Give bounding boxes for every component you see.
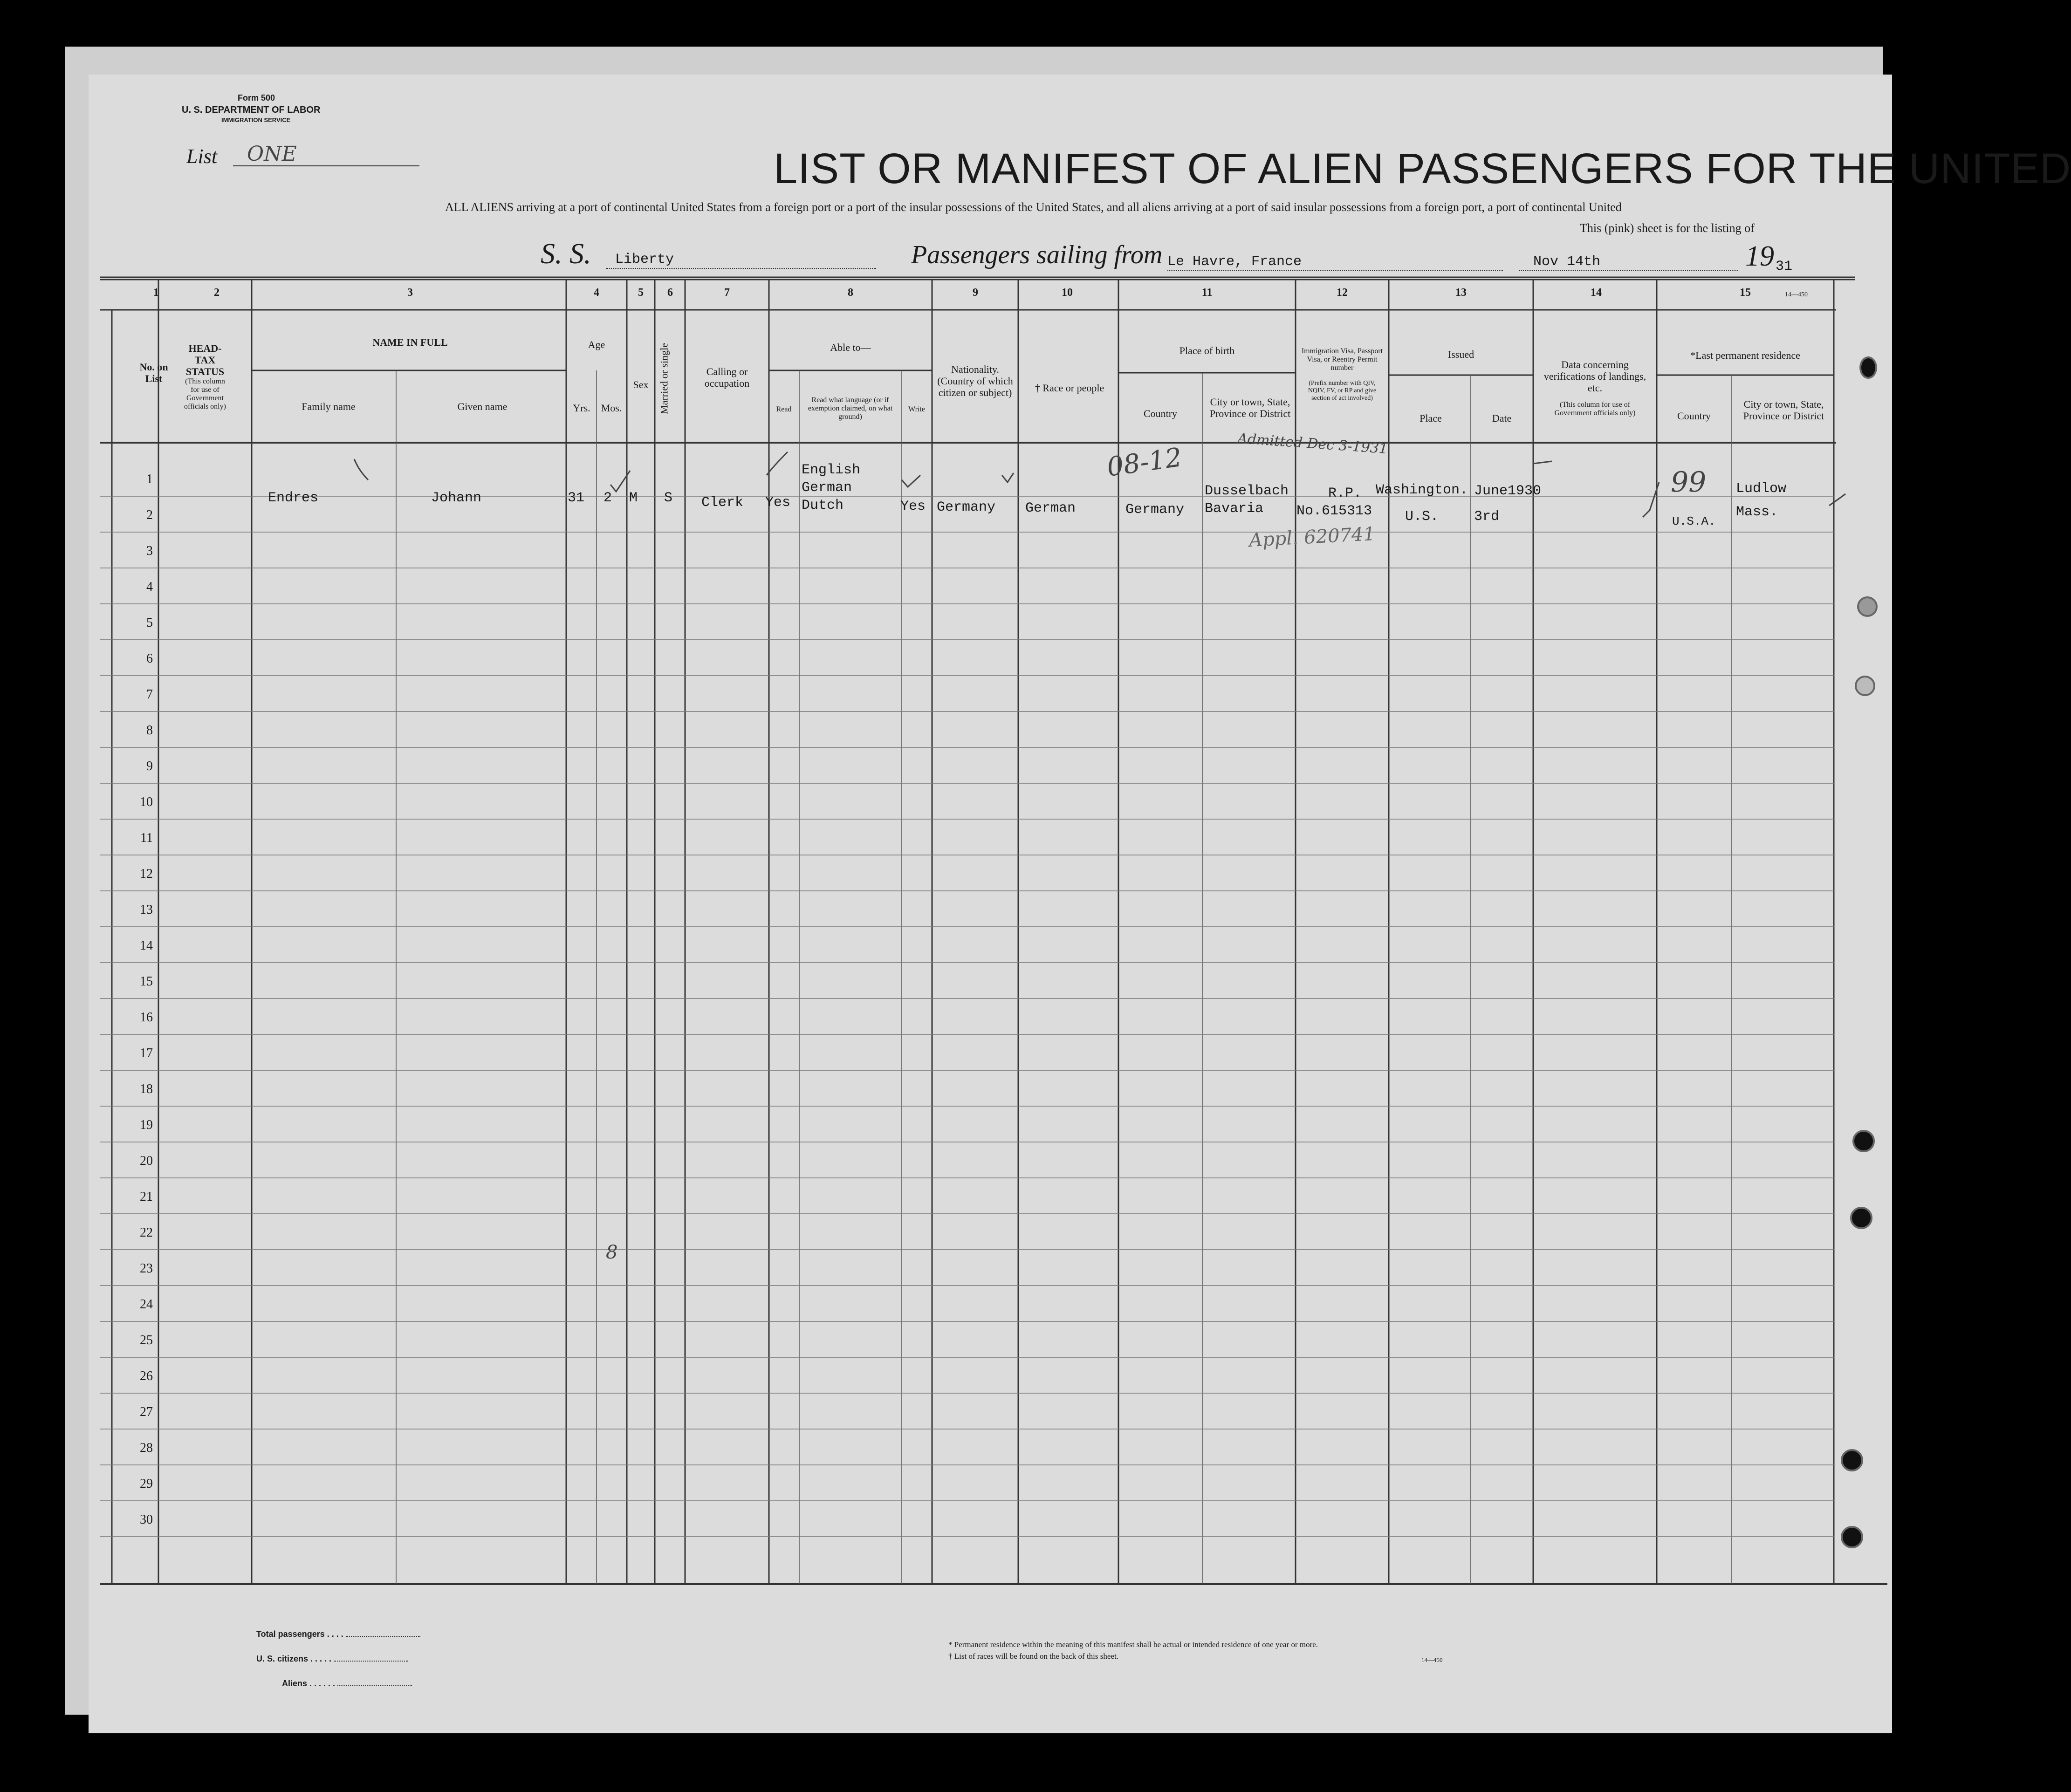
col-number-3: 3 <box>407 287 413 299</box>
row-number: 26 <box>140 1369 153 1383</box>
header-issued-place: Place <box>1420 412 1442 424</box>
row-number: 15 <box>140 974 153 989</box>
row-number: 1 <box>146 472 153 486</box>
us-citizens-label: U. S. citizens <box>256 1654 309 1663</box>
header-data-concerning: Data concerning verifications of landings, etc. <box>1543 359 1646 394</box>
row-number: 12 <box>140 867 153 881</box>
row-number: 9 <box>146 759 153 773</box>
binder-hole <box>1857 596 1878 617</box>
header-birth-country: Country <box>1143 408 1178 419</box>
header-last-residence: *Last permanent residence <box>1690 349 1800 361</box>
handwritten-admitted: Admitted Dec 3-1931 <box>1237 430 1389 458</box>
row-number: 11 <box>140 831 153 845</box>
header-calling: Calling or occupation <box>704 366 750 389</box>
nationality-cell: Germany <box>937 499 996 515</box>
footer-total-passengers: Total passengers . . . . <box>256 1629 420 1639</box>
row-number: 16 <box>140 1010 153 1025</box>
col-number-13: 13 <box>1455 287 1467 299</box>
row-number: 6 <box>146 651 153 666</box>
header-read: Read <box>776 405 792 413</box>
ss-label: S. S. <box>541 238 591 270</box>
binder-hole <box>1850 1207 1872 1229</box>
language-3-cell: Dutch <box>802 498 844 513</box>
col-number-8: 8 <box>848 287 853 299</box>
married-cell: S <box>664 490 673 506</box>
race-cell: German <box>1025 500 1076 516</box>
age-years-cell: 31 <box>568 490 585 506</box>
header-age: Age <box>588 339 605 350</box>
header-able-to: Able to— <box>830 342 871 353</box>
header-family-name: Family name <box>302 401 356 412</box>
col-number-1: 1 <box>153 287 159 299</box>
write-cell: Yes <box>900 499 926 514</box>
form-number: Form 500 <box>238 93 275 103</box>
footnote-races: † List of races will be found on the back of this sheet. <box>948 1652 1118 1661</box>
col-number-5: 5 <box>638 287 644 299</box>
handwritten-application: Appl. 620741 <box>1248 523 1376 552</box>
row-number: 2 <box>146 508 153 522</box>
header-head-tax: HEAD-TAX STATUS <box>185 342 225 377</box>
header-nationality: Nationality. (Country of which citizen or subject) <box>937 363 1013 398</box>
year-suffix: 31 <box>1776 259 1793 274</box>
col-number-2: 2 <box>214 287 219 299</box>
handwritten-8: 8 <box>606 1242 618 1263</box>
col-number-9: 9 <box>973 287 978 299</box>
row-number: 14 <box>140 938 153 953</box>
visa-1-cell: R.P. <box>1328 486 1362 501</box>
lr-country-cell: U.S.A. <box>1672 514 1716 528</box>
sailing-label: Passengers sailing from <box>911 240 1163 269</box>
read-cell: Yes <box>765 495 791 511</box>
age-months-cell: 2 <box>603 490 612 506</box>
header-no-on-list: No. on List <box>139 361 168 384</box>
header-lr-city: City or town, State, Province or District <box>1743 398 1824 422</box>
row-number: 28 <box>140 1441 153 1455</box>
header-yrs: Yrs. <box>573 402 590 414</box>
issued-date-1-cell: June1930 <box>1474 483 1542 499</box>
row-number: 10 <box>140 795 153 809</box>
handwritten-99: 99 <box>1671 466 1707 499</box>
birth-city-1-cell: Dusselbach <box>1205 483 1289 499</box>
row-number: 5 <box>146 616 153 630</box>
footnote-residence: * Permanent residence within the meaning of this manifest shall be actual or intended residence of one year or more. <box>948 1640 1318 1649</box>
header-write: Write <box>908 405 925 413</box>
col-number-12: 12 <box>1337 287 1348 299</box>
issued-date-2-cell: 3rd <box>1474 509 1500 525</box>
lr-city-2-cell: Mass. <box>1736 504 1778 520</box>
binder-hole <box>1859 356 1877 379</box>
header-married-or-single: Married or single <box>658 343 670 414</box>
col-number-4: 4 <box>594 287 599 299</box>
row-number: 25 <box>140 1333 153 1347</box>
language-2-cell: German <box>802 480 852 496</box>
issued-place-2-cell: U.S. <box>1405 509 1439 525</box>
row-number: 23 <box>140 1261 153 1276</box>
header-issued-date: Date <box>1492 412 1512 424</box>
binder-hole <box>1841 1449 1863 1471</box>
col-number-10: 10 <box>1062 287 1073 299</box>
binder-hole <box>1841 1526 1863 1548</box>
manifest-title: LIST OR MANIFEST OF ALIEN PASSENGERS FOR THE UNITED <box>774 145 2071 192</box>
subtitle-line-1: ALL ALIENS arriving at a port of continental United States from a foreign port or a port of the insular possessions of the United States, and all aliens arriving at a port of said insular possessions from a foreign port, a port of continental United <box>445 200 1622 214</box>
department-name: U. S. DEPARTMENT OF LABOR <box>182 105 321 115</box>
port-name: Le Havre, France <box>1167 254 1302 270</box>
header-given-name: Given name <box>457 401 507 412</box>
header-visa-note: (Prefix number with QIV, NQIV, FV, or RP and give section of act involved) <box>1308 380 1377 402</box>
row-number: 20 <box>140 1154 153 1168</box>
header-sex: Sex <box>633 379 649 390</box>
issued-place-1-cell: Washington. <box>1376 482 1468 498</box>
header-data-note: (This column for use of Government officials only) <box>1554 401 1636 417</box>
header-visa: Immigration Visa, Passport Visa, or Reentry Permit number <box>1301 347 1383 372</box>
col-number-14: 14 <box>1591 287 1602 299</box>
col-number-11: 11 <box>1201 287 1213 299</box>
col-number-6: 6 <box>667 287 673 299</box>
row-number: 29 <box>140 1477 153 1491</box>
birth-country-cell: Germany <box>1125 502 1185 518</box>
header-lr-country: Country <box>1677 410 1711 422</box>
list-label: List <box>186 145 218 168</box>
sex-cell: M <box>629 490 638 506</box>
form-code-top: 14—450 <box>1785 291 1808 298</box>
row-number: 3 <box>146 544 153 558</box>
row-number: 18 <box>140 1082 153 1096</box>
row-number: 4 <box>146 580 153 594</box>
header-birth-city: City or town, State, Province or District <box>1209 396 1291 419</box>
header-head-tax-note: (This column for use of Government officials only) <box>184 377 226 410</box>
lr-city-1-cell: Ludlow <box>1736 481 1787 497</box>
row-number: 30 <box>140 1512 153 1527</box>
row-number: 24 <box>140 1297 153 1312</box>
footer-us-citizens: U. S. citizens . . . . . <box>256 1654 408 1664</box>
binder-hole <box>1852 1130 1875 1152</box>
binder-hole <box>1855 676 1875 696</box>
row-number: 7 <box>146 687 153 702</box>
header-race: † Race or people <box>1035 382 1104 394</box>
col-number-7: 7 <box>724 287 730 299</box>
given-name-cell: Johann <box>431 490 482 506</box>
form-code-bottom: 14—450 <box>1421 1656 1443 1663</box>
language-1-cell: English <box>802 462 861 478</box>
list-value: ONE <box>247 142 297 166</box>
row-number: 22 <box>140 1225 153 1240</box>
aliens-label: Aliens <box>282 1679 308 1688</box>
row-number: 13 <box>140 903 153 917</box>
header-mos: Mos. <box>601 402 622 414</box>
header-place-of-birth: Place of birth <box>1179 345 1235 356</box>
ship-name: Liberty <box>615 252 674 267</box>
footer-aliens: Aliens . . . . . . <box>282 1679 412 1689</box>
service-name: IMMIGRATION SERVICE <box>221 116 291 123</box>
birth-city-2-cell: Bavaria <box>1205 501 1264 517</box>
header-name-in-full: NAME IN FULL <box>372 336 448 348</box>
header-issued: Issued <box>1447 349 1474 360</box>
row-number: 17 <box>140 1046 153 1060</box>
row-number: 8 <box>146 723 153 738</box>
row-number: 27 <box>140 1405 153 1419</box>
occupation-cell: Clerk <box>701 495 744 511</box>
total-passengers-label: Total passengers <box>256 1629 325 1639</box>
family-name-cell: Endres <box>268 490 319 506</box>
header-read-language: Read what language (or if exemption claimed, on what ground) <box>808 396 893 421</box>
subtitle-line-2: This (pink) sheet is for the listing of <box>1580 221 1755 235</box>
row-number: 21 <box>140 1190 153 1204</box>
visa-2-cell: No.615313 <box>1296 503 1372 519</box>
col-number-15: 15 <box>1740 287 1751 299</box>
year-prefix: 19 <box>1745 240 1774 272</box>
row-number: 19 <box>140 1118 153 1132</box>
sailing-date: Nov 14th <box>1533 254 1601 270</box>
handwritten-code: 08-12 <box>1105 442 1184 483</box>
